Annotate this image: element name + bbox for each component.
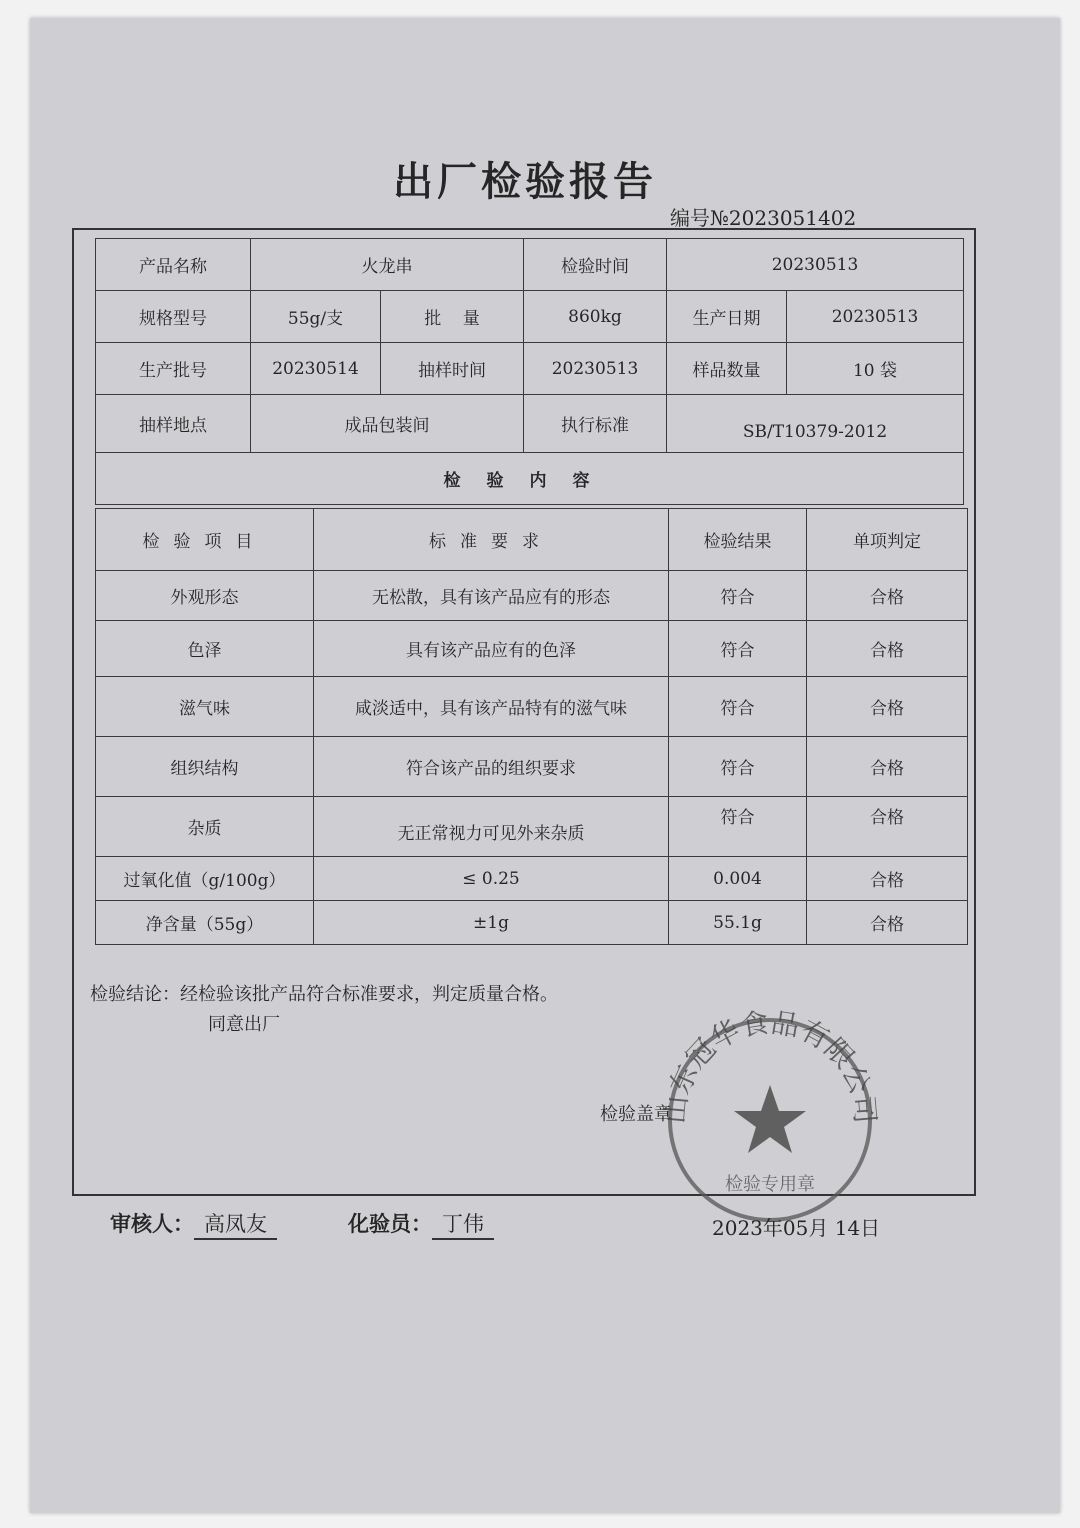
- document-number: 编号№2023051402: [670, 206, 857, 230]
- table-row-requirement: 无松散，具有该产品应有的形态: [314, 571, 669, 621]
- table-row-requirement: 具有该产品应有的色泽: [314, 621, 669, 677]
- batch-qty-label: 批 量: [381, 291, 524, 343]
- spec-label: 规格型号: [96, 291, 251, 343]
- table-row-item: 杂质: [96, 797, 314, 857]
- header-result: 检验结果: [669, 509, 807, 571]
- sample-qty-label: 样品数量: [667, 343, 787, 395]
- page-title: 出厂检验报告: [393, 159, 657, 205]
- table-row-verdict: 合格: [807, 571, 968, 621]
- seal-company-text: 山东冠华食品有限公司: [658, 1005, 882, 1125]
- table-row-result: 0.004: [669, 857, 807, 901]
- table-row-item: 净含量（55g）: [96, 901, 314, 945]
- release-approval: 同意出厂: [208, 1014, 280, 1035]
- seal-sub-text: 检验专用章: [725, 1174, 815, 1195]
- inspect-time-value: 20230513: [667, 239, 964, 291]
- inspection-table: [95, 508, 968, 945]
- prod-date-label: 生产日期: [667, 291, 787, 343]
- batch-no-label: 生产批号: [96, 343, 251, 395]
- sample-time-value: 20230513: [524, 343, 667, 395]
- table-row-requirement: ≤ 0.25: [314, 857, 669, 901]
- conclusion-text: 检验结论：经检验该批产品符合标准要求，判定质量合格。: [90, 984, 558, 1005]
- table-row-item: 外观形态: [96, 571, 314, 621]
- sample-place-value: 成品包装间: [251, 395, 524, 453]
- table-row-item: 过氧化值（g/100g）: [96, 857, 314, 901]
- reviewer-label: 审核人：: [110, 1212, 194, 1236]
- table-row-result: 符合: [669, 797, 807, 857]
- table-row-requirement: ±1g: [314, 901, 669, 945]
- table-row-verdict: 合格: [807, 857, 968, 901]
- table-row-verdict: 合格: [807, 737, 968, 797]
- reviewer-field: [110, 1208, 277, 1240]
- table-row-result: 符合: [669, 571, 807, 621]
- tester-field: [348, 1208, 494, 1240]
- batch-no-value: 20230514: [251, 343, 381, 395]
- table-row-requirement: 无正常视力可见外来杂质: [314, 797, 669, 857]
- sample-time-label: 抽样时间: [381, 343, 524, 395]
- table-row-item: 色泽: [96, 621, 314, 677]
- table-row-result: 符合: [669, 677, 807, 737]
- product-name-value: 火龙串: [251, 239, 524, 291]
- prod-date-value: 20230513: [787, 291, 964, 343]
- table-row-item: 滋气味: [96, 677, 314, 737]
- report-date: 2023年05月 14日: [712, 1216, 881, 1240]
- table-row-verdict: 合格: [807, 621, 968, 677]
- table-row-requirement: 咸淡适中，具有该产品特有的滋气味: [314, 677, 669, 737]
- table-row-result: 符合: [669, 621, 807, 677]
- table-row-result: 55.1g: [669, 901, 807, 945]
- standard-value: SB/T10379-2012: [667, 395, 964, 453]
- inspect-time-label: 检验时间: [524, 239, 667, 291]
- info-table: [95, 238, 964, 505]
- table-row-result: 符合: [669, 737, 807, 797]
- spec-value: 55g/支: [251, 291, 381, 343]
- header-verdict: 单项判定: [807, 509, 968, 571]
- section-title: 检验内容: [96, 453, 964, 505]
- standard-label: 执行标准: [524, 395, 667, 453]
- reviewer-name: 高凤友: [194, 1208, 277, 1240]
- header-item: 检验项目: [96, 509, 314, 571]
- tester-name: 丁伟: [432, 1208, 494, 1240]
- batch-qty-value: 860kg: [524, 291, 667, 343]
- table-row-item: 组织结构: [96, 737, 314, 797]
- sample-qty-value: 10 袋: [787, 343, 964, 395]
- table-row-verdict: 合格: [807, 797, 968, 857]
- seal-label: 检验盖章: [600, 1104, 672, 1125]
- table-row-requirement: 符合该产品的组织要求: [314, 737, 669, 797]
- company-seal-icon: [650, 1000, 890, 1240]
- tester-label: 化验员：: [348, 1212, 432, 1236]
- header-requirement: 标准要求: [314, 509, 669, 571]
- sample-place-label: 抽样地点: [96, 395, 251, 453]
- product-name-label: 产品名称: [96, 239, 251, 291]
- table-row-verdict: 合格: [807, 677, 968, 737]
- table-row-verdict: 合格: [807, 901, 968, 945]
